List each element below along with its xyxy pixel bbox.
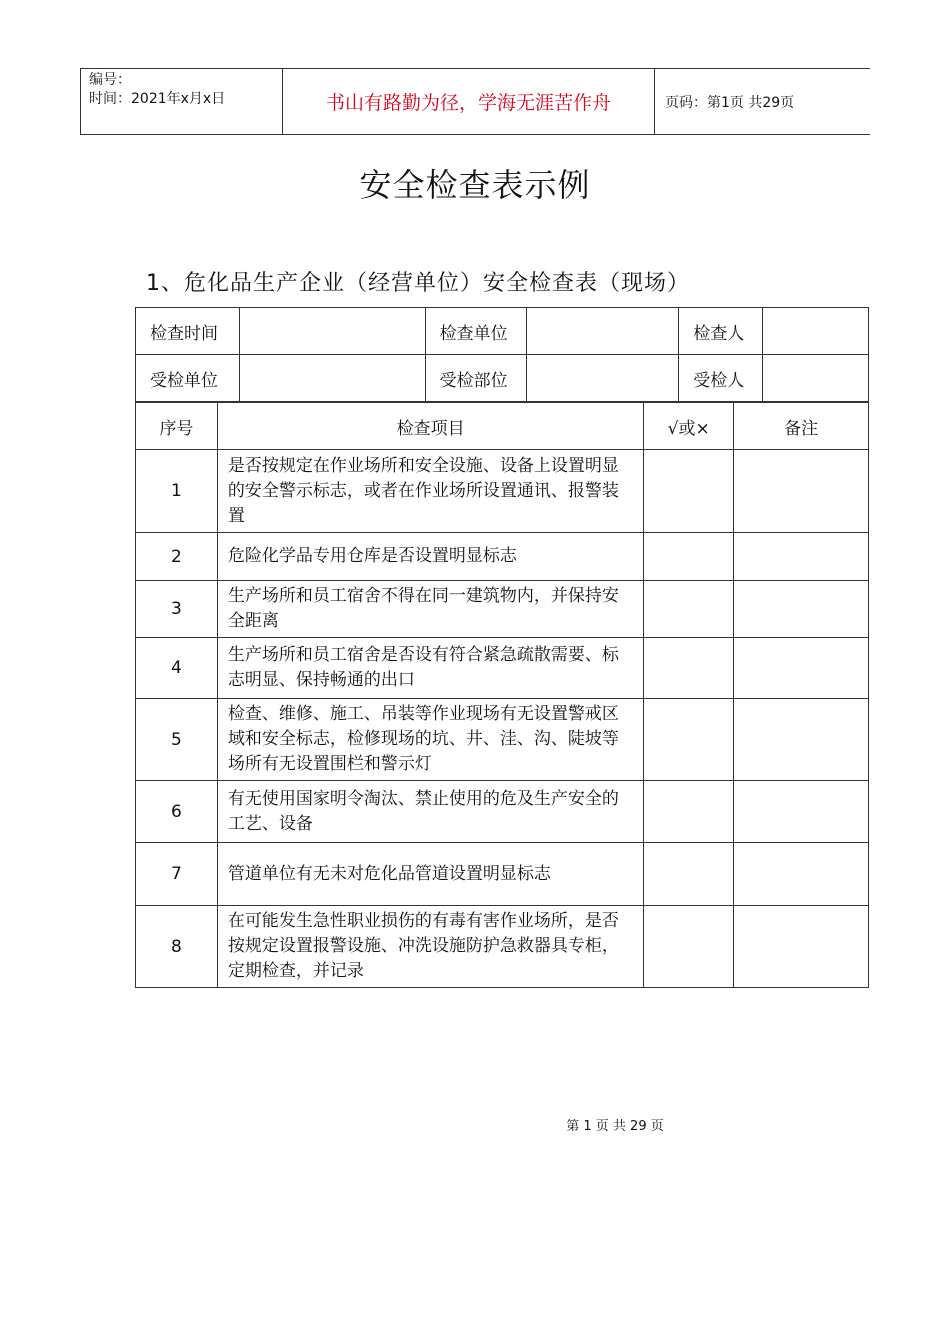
table-row (136, 450, 869, 533)
header-mark: √或× (644, 403, 734, 450)
table-row (136, 699, 869, 781)
row-mark-cell[interactable] (644, 450, 734, 533)
checklist-header-row (136, 403, 869, 450)
row-item: 检查、维修、施工、吊装等作业现场有无设置警戒区域和安全标志，检修现场的坑、井、洼、沟、陡坡等场所有无设置围栏和警示灯 (217, 699, 643, 781)
check-unit-field[interactable] (527, 308, 679, 355)
inspected-dept-field[interactable] (527, 355, 679, 402)
row-remark-cell[interactable] (734, 699, 869, 781)
row-number: 6 (136, 781, 218, 843)
page-footer: 第 1 页 共 29 页 (566, 1119, 664, 1134)
row-remark-cell[interactable] (734, 533, 869, 581)
row-remark-cell[interactable] (734, 450, 869, 533)
row-remark-cell[interactable] (734, 781, 869, 843)
inspected-unit-label: 受检单位 (136, 355, 240, 402)
table-row (136, 781, 869, 843)
row-item: 生产场所和员工宿舍是否设有符合紧急疏散需要、标志明显、保持畅通的出口 (217, 638, 643, 699)
checklist-table (135, 402, 869, 988)
header-no: 序号 (136, 403, 218, 450)
row-number: 1 (136, 450, 218, 533)
table-row (136, 638, 869, 699)
check-time-label: 检查时间 (136, 308, 240, 355)
row-mark-cell[interactable] (644, 581, 734, 638)
row-item: 危险化学品专用仓库是否设置明显标志 (217, 533, 643, 581)
row-mark-cell[interactable] (644, 638, 734, 699)
row-remark-cell[interactable] (734, 843, 869, 906)
row-remark-cell[interactable] (734, 906, 869, 988)
row-item: 在可能发生急性职业损伤的有毒有害作业场所，是否按规定设置报警设施、冲洗设施防护急救器具专柜，定期检查，并记录 (217, 906, 643, 988)
row-number: 2 (136, 533, 218, 581)
row-mark-cell[interactable] (644, 843, 734, 906)
row-item: 有无使用国家明令淘汰、禁止使用的危及生产安全的工艺、设备 (217, 781, 643, 843)
row-item: 是否按规定在作业场所和安全设施、设备上设置明显的安全警示标志，或者在作业场所设置通讯、报警装置 (217, 450, 643, 533)
header-item: 检查项目 (217, 403, 643, 450)
row-mark-cell[interactable] (644, 699, 734, 781)
inspectee-label: 受检人 (679, 355, 763, 402)
row-number: 3 (136, 581, 218, 638)
table-row (136, 906, 869, 988)
row-number: 7 (136, 843, 218, 906)
inspected-unit-field[interactable] (239, 355, 425, 402)
inspected-dept-label: 受检部位 (425, 355, 527, 402)
header-meta (81, 69, 283, 134)
page-title: 安全检查表示例 (359, 166, 591, 204)
header-page-info: 页码：第1页 共29页 (665, 94, 795, 111)
info-table (135, 307, 869, 402)
row-mark-cell[interactable] (644, 781, 734, 843)
header-remark: 备注 (734, 403, 869, 450)
row-remark-cell[interactable] (734, 638, 869, 699)
number-label: 编号： (89, 72, 131, 88)
inspectee-field[interactable] (763, 355, 869, 402)
row-item: 管道单位有无未对危化品管道设置明显标志 (217, 843, 643, 906)
check-time-field[interactable] (239, 308, 425, 355)
table-row (136, 843, 869, 906)
page-header (80, 68, 870, 135)
row-number: 4 (136, 638, 218, 699)
check-unit-label: 检查单位 (425, 308, 527, 355)
header-motto: 书山有路勤为径，学海无涯苦作舟 (283, 69, 655, 134)
row-mark-cell[interactable] (644, 906, 734, 988)
time-label: 时间：2021年x月x日 (89, 91, 226, 107)
section-title: 1、危化品生产企业（经营单位）安全检查表（现场） (146, 271, 690, 296)
inspector-field[interactable] (763, 308, 869, 355)
row-number: 5 (136, 699, 218, 781)
table-row (136, 581, 869, 638)
row-remark-cell[interactable] (734, 581, 869, 638)
table-row (136, 533, 869, 581)
row-mark-cell[interactable] (644, 533, 734, 581)
inspector-label: 检查人 (679, 308, 763, 355)
row-item: 生产场所和员工宿舍不得在同一建筑物内，并保持安全距离 (217, 581, 643, 638)
row-number: 8 (136, 906, 218, 988)
